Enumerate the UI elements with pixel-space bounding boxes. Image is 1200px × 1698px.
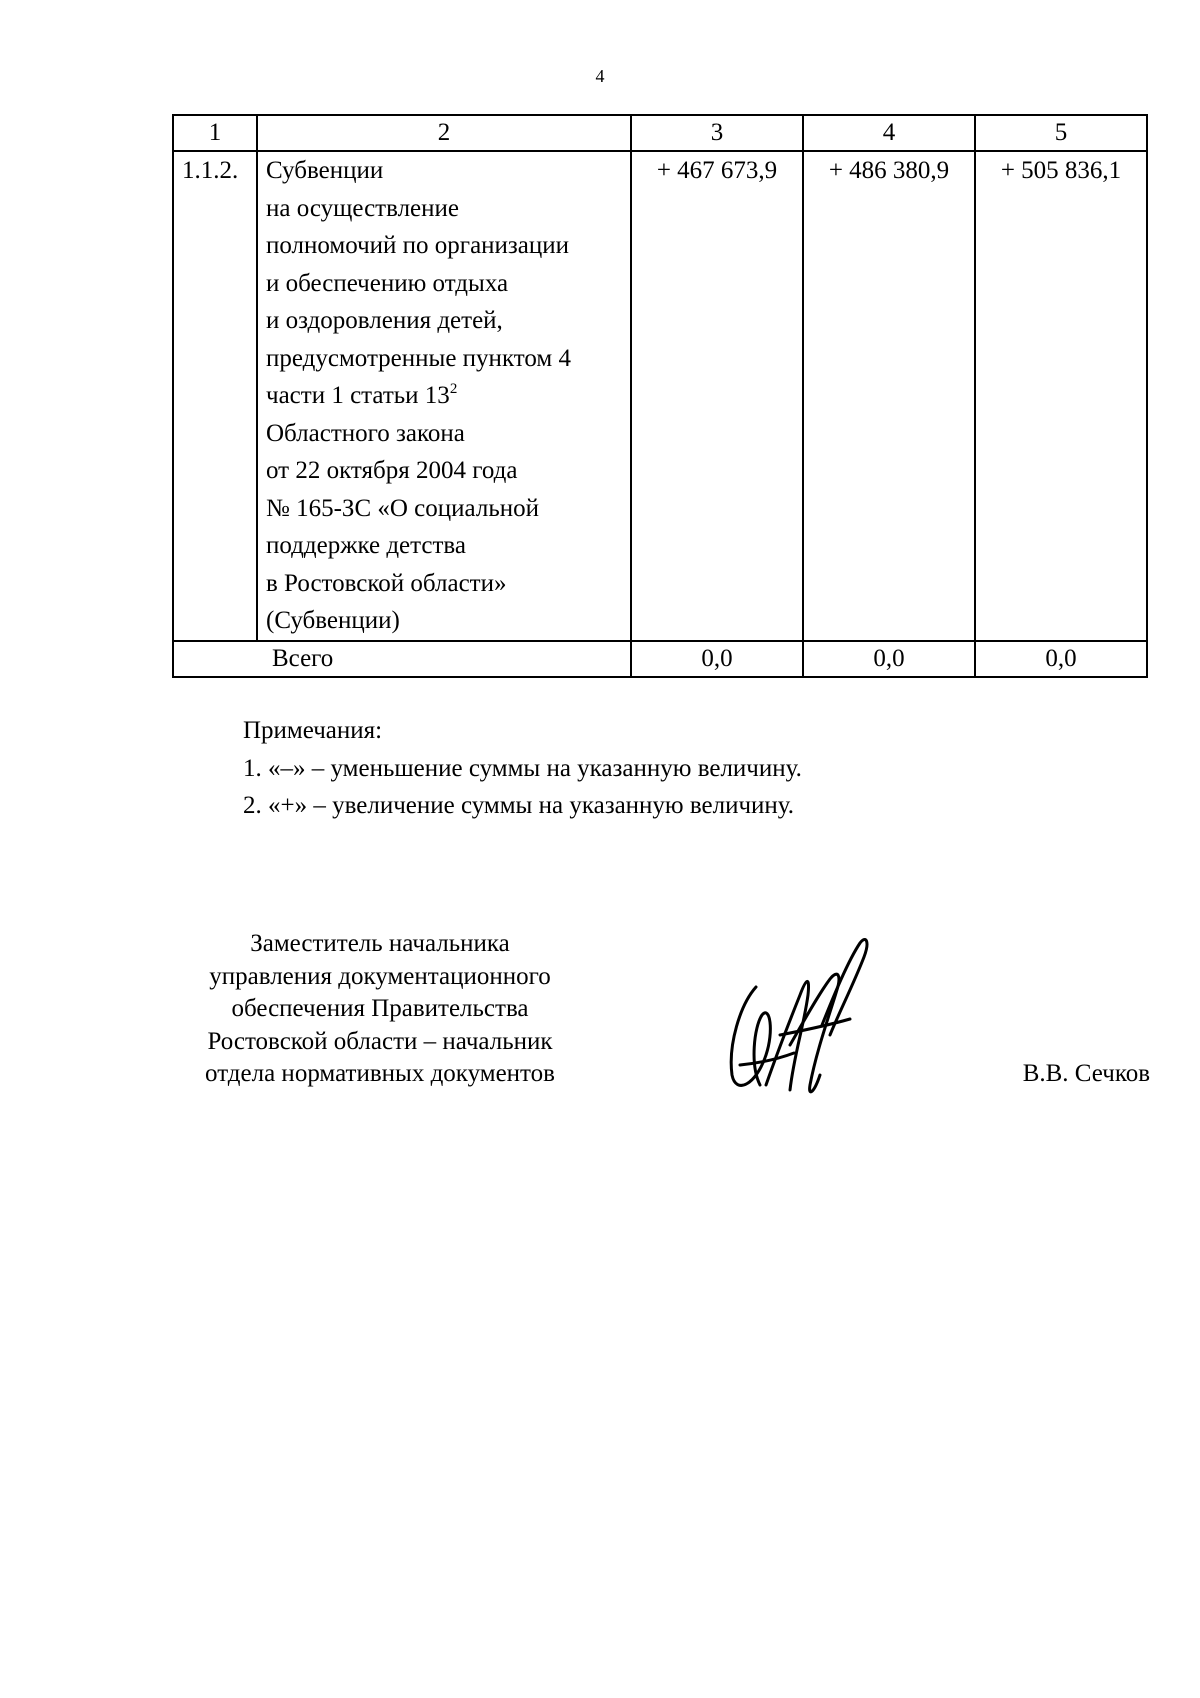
description-line-with-superscript xyxy=(266,377,622,415)
signer-title-line: Заместитель начальника xyxy=(250,930,510,957)
notes-title: Примечания: xyxy=(243,717,383,744)
row-value-col4: + 486 380,9 xyxy=(803,151,975,641)
note-item: 2. «+» – увеличение суммы на указанную величину. xyxy=(243,792,795,819)
page-number: 4 xyxy=(595,66,605,86)
table-header-cell: 1 xyxy=(173,115,257,151)
table-header-cell: 3 xyxy=(631,115,803,151)
table-header-cell: 5 xyxy=(975,115,1147,151)
description-line: и обеспечению отдыха xyxy=(266,269,509,297)
budget-table xyxy=(172,114,1148,678)
description-line: Субвенции xyxy=(266,157,384,184)
total-row xyxy=(173,641,1147,677)
superscript: 2 xyxy=(449,381,458,397)
total-value-col4: 0,0 xyxy=(803,641,975,677)
handwritten-signature-icon xyxy=(710,935,880,1100)
description-line: от 22 октября 2004 года xyxy=(266,457,518,484)
table-header-cell: 2 xyxy=(257,115,631,151)
table-header-cell: 4 xyxy=(803,115,975,151)
table-header-row xyxy=(173,115,1147,151)
description-line: предусмотренные пунктом 4 xyxy=(266,344,571,372)
total-label: Всего xyxy=(173,641,631,677)
row-description xyxy=(257,151,631,641)
signer-title xyxy=(160,928,600,1091)
total-value-col3: 0,0 xyxy=(631,641,803,677)
signer-title-line: Ростовской области – начальник xyxy=(207,1027,553,1055)
signer-title-line: обеспечения Правительства xyxy=(231,995,529,1022)
signer-name: В.В. Сечков xyxy=(1022,1060,1150,1087)
description-line: (Субвенции) xyxy=(266,607,400,634)
row-value-col5: + 505 836,1 xyxy=(975,151,1147,641)
row-code: 1.1.2. xyxy=(173,151,257,641)
description-text: части 1 статьи 13 xyxy=(266,382,450,409)
description-line: Областного закона xyxy=(266,419,465,447)
description-line: полномочий по организации xyxy=(266,232,570,259)
notes xyxy=(243,712,802,825)
description-line: на осуществление xyxy=(266,194,460,222)
description-line: № 165-ЗС «О социальной xyxy=(266,494,539,522)
total-value-col5: 0,0 xyxy=(975,641,1147,677)
note-item: 1. «–» – уменьшение суммы на указанную величину. xyxy=(243,754,802,782)
row-value-col3: + 467 673,9 xyxy=(631,151,803,641)
table-row xyxy=(173,151,1147,641)
description-line: поддержке детства xyxy=(266,532,466,559)
description-line: и оздоровления детей, xyxy=(266,307,503,334)
signer-title-line: управления документационного xyxy=(209,962,551,990)
signer-title-line: отдела нормативных документов xyxy=(205,1060,555,1087)
description-line: в Ростовской области» xyxy=(266,569,507,597)
